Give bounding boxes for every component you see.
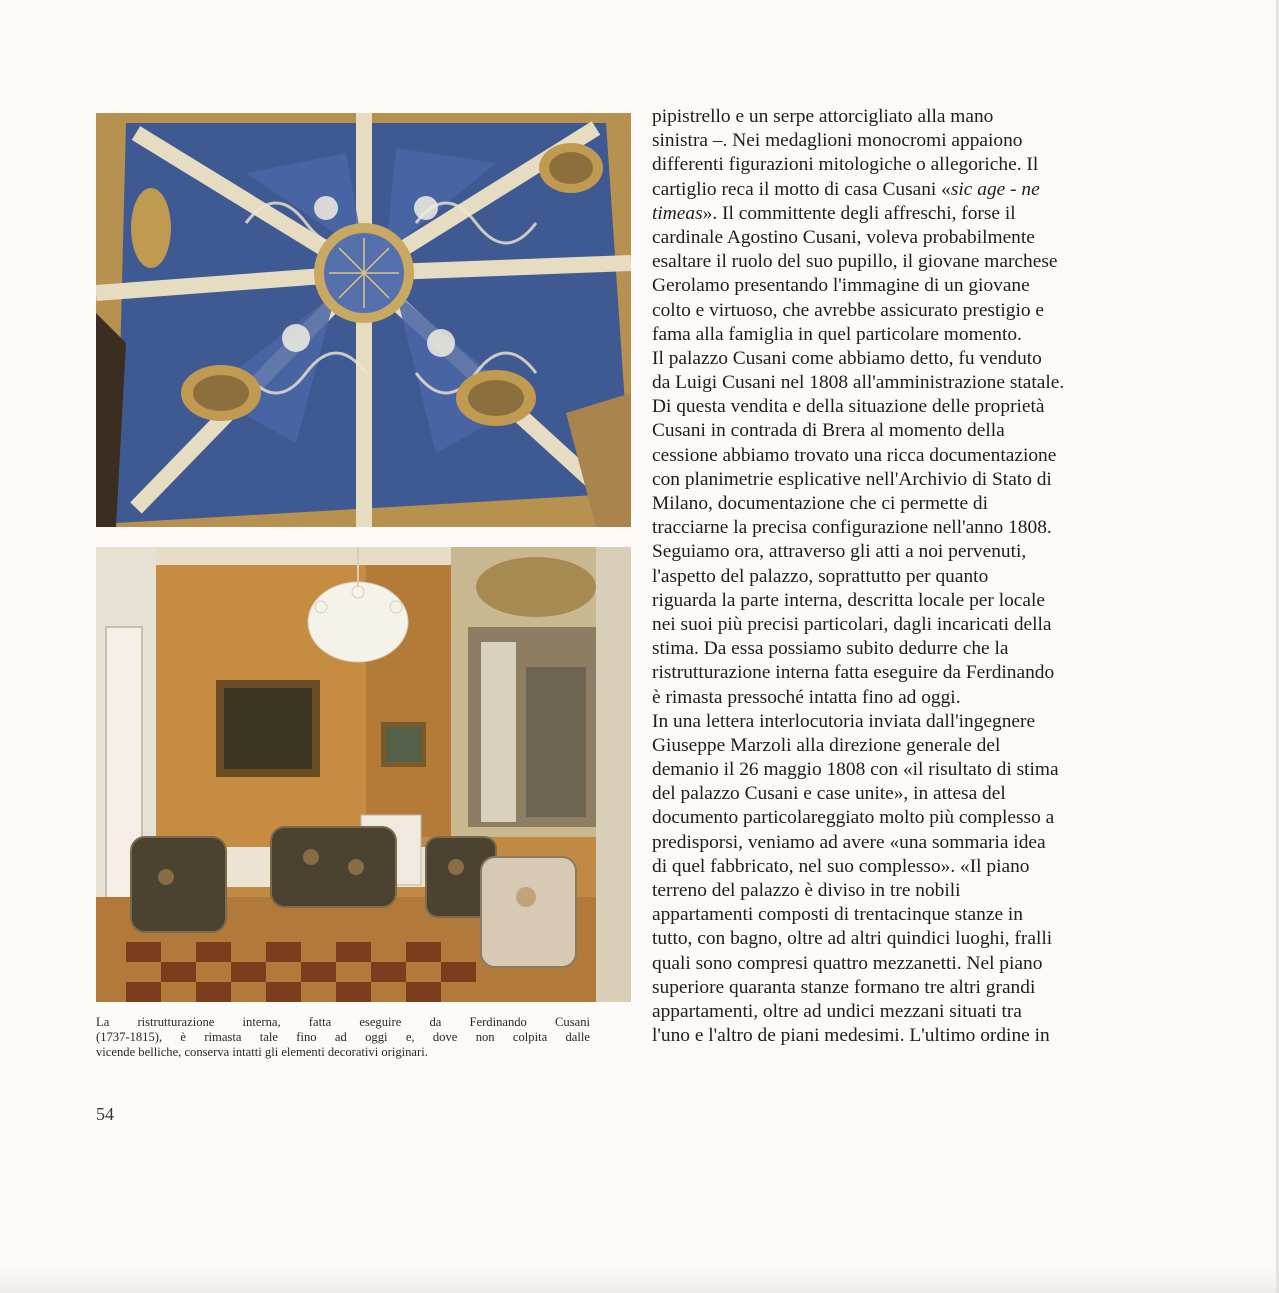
- body-line: esaltare il ruolo del suo pupillo, il giovane marchese: [652, 251, 1058, 273]
- body-line: l'uno e l'altro de piani medesimi. L'ultimo ordine in: [652, 1025, 1050, 1047]
- body-line: Giuseppe Marzoli alla direzione generale del: [652, 734, 1001, 756]
- body-line: cessione abbiamo trovato una ricca documentazione: [652, 444, 1057, 466]
- body-line: del palazzo Cusani e case unite», in attesa del: [652, 783, 1006, 805]
- body-line: nei suoi più precisi particolari, dagli incaricati della: [652, 613, 1052, 635]
- body-line: terreno del palazzo è diviso in tre nobili: [652, 880, 961, 901]
- motto-prefix: cartiglio reca il motto di casa Cusani «: [652, 178, 951, 200]
- body-line: Gerolamo presentando l'immagine di un giovane: [652, 275, 1030, 297]
- body-line: documento particolareggiato molto più complesso a: [652, 807, 1055, 829]
- body-line: Seguiamo ora, attraverso gli atti a noi pervenuti,: [652, 541, 1027, 563]
- painted-ceiling-image: [96, 113, 631, 527]
- motto-italic: sic age - ne: [950, 178, 1040, 200]
- body-line: appartamenti composti di trentacinque stanze in: [652, 904, 1023, 926]
- body-line: con planimetrie esplicative nell'Archivio di Stato di: [652, 468, 1052, 490]
- body-line: differenti figurazioni mitologiche o allegoriche. Il: [652, 154, 1039, 176]
- body-line: appartamenti, oltre ad undici mezzani situati tra: [652, 1000, 1022, 1022]
- body-line: cardinale Agostino Cusani, voleva probabilmente: [652, 226, 1035, 248]
- body-line: da Luigi Cusani nel 1808 all'amministrazione statale.: [652, 372, 1065, 394]
- body-line-motto: [652, 178, 1192, 202]
- motto-suffix: ». Il committente degli affreschi, forse il: [702, 202, 1016, 224]
- body-line: ristrutturazione interna fatta eseguire da Ferdinando: [652, 662, 1055, 684]
- body-line: Milano, documentazione che ci permette di: [652, 493, 988, 514]
- body-text-column: [652, 105, 1192, 1048]
- body-line: Di questa vendita e della situazione delle proprietà: [652, 396, 1045, 418]
- body-line: quali sono compresi quattro mezzanetti. Nel piano: [652, 952, 1043, 974]
- body-line: superiore quaranta stanze formano tre altri grandi: [652, 976, 1036, 998]
- body-line: di quel fabbricato, nel suo complesso». «Il piano: [652, 855, 1030, 877]
- caption-line: La ristrutturazione interna, fatta eseguire da Ferdinando Cusani: [96, 1015, 590, 1029]
- body-line: stima. Da essa possiamo subito dedurre che la: [652, 638, 1009, 660]
- body-line: demanio il 26 maggio 1808 con «il risultato di stima: [652, 759, 1059, 781]
- body-line: colto e virtuoso, che avrebbe assicurato prestigio e: [652, 299, 1044, 321]
- body-line: l'aspetto del palazzo, soprattutto per quanto: [652, 565, 989, 587]
- body-line: è rimasta pressoché intatta fino ad oggi.: [652, 686, 961, 708]
- body-line: fama alla famiglia in quel particolare momento.: [652, 323, 1022, 345]
- body-line: In una lettera interlocutoria inviata dall'ingegnere: [652, 710, 1036, 732]
- body-line: Il palazzo Cusani come abbiamo detto, fu venduto: [652, 347, 1042, 369]
- body-line: tracciarne la precisa configurazione nell'anno 1808.: [652, 517, 1052, 539]
- body-line: riguarda la parte interna, descritta locale per locale: [652, 589, 1045, 611]
- body-line-motto-end: [652, 202, 1192, 226]
- motto-italic-end: timeas: [652, 202, 703, 224]
- caption-line: vicende belliche, conserva intatti gli elementi decorativi originari.: [96, 1045, 428, 1059]
- photo-caption: [96, 1015, 590, 1060]
- body-line: predisporsi, veniamo ad avere «una sommaria idea: [652, 831, 1046, 853]
- page-number: 54: [96, 1104, 114, 1124]
- body-line: tutto, con bagno, oltre ad altri quindici luoghi, fralli: [652, 928, 1053, 950]
- body-line: pipistrello e un serpe attorcigliato alla mano: [652, 106, 994, 127]
- scan-edge-bottom: [0, 1268, 1279, 1293]
- caption-line: (1737-1815), è rimasta tale fino ad oggi e, dove non colpita dalle: [96, 1030, 590, 1044]
- body-line: Cusani in contrada di Brera al momento della: [652, 420, 1005, 442]
- furnished-room-image: [96, 547, 631, 1002]
- body-line: sinistra –. Nei medaglioni monocromi appaiono: [652, 130, 1023, 152]
